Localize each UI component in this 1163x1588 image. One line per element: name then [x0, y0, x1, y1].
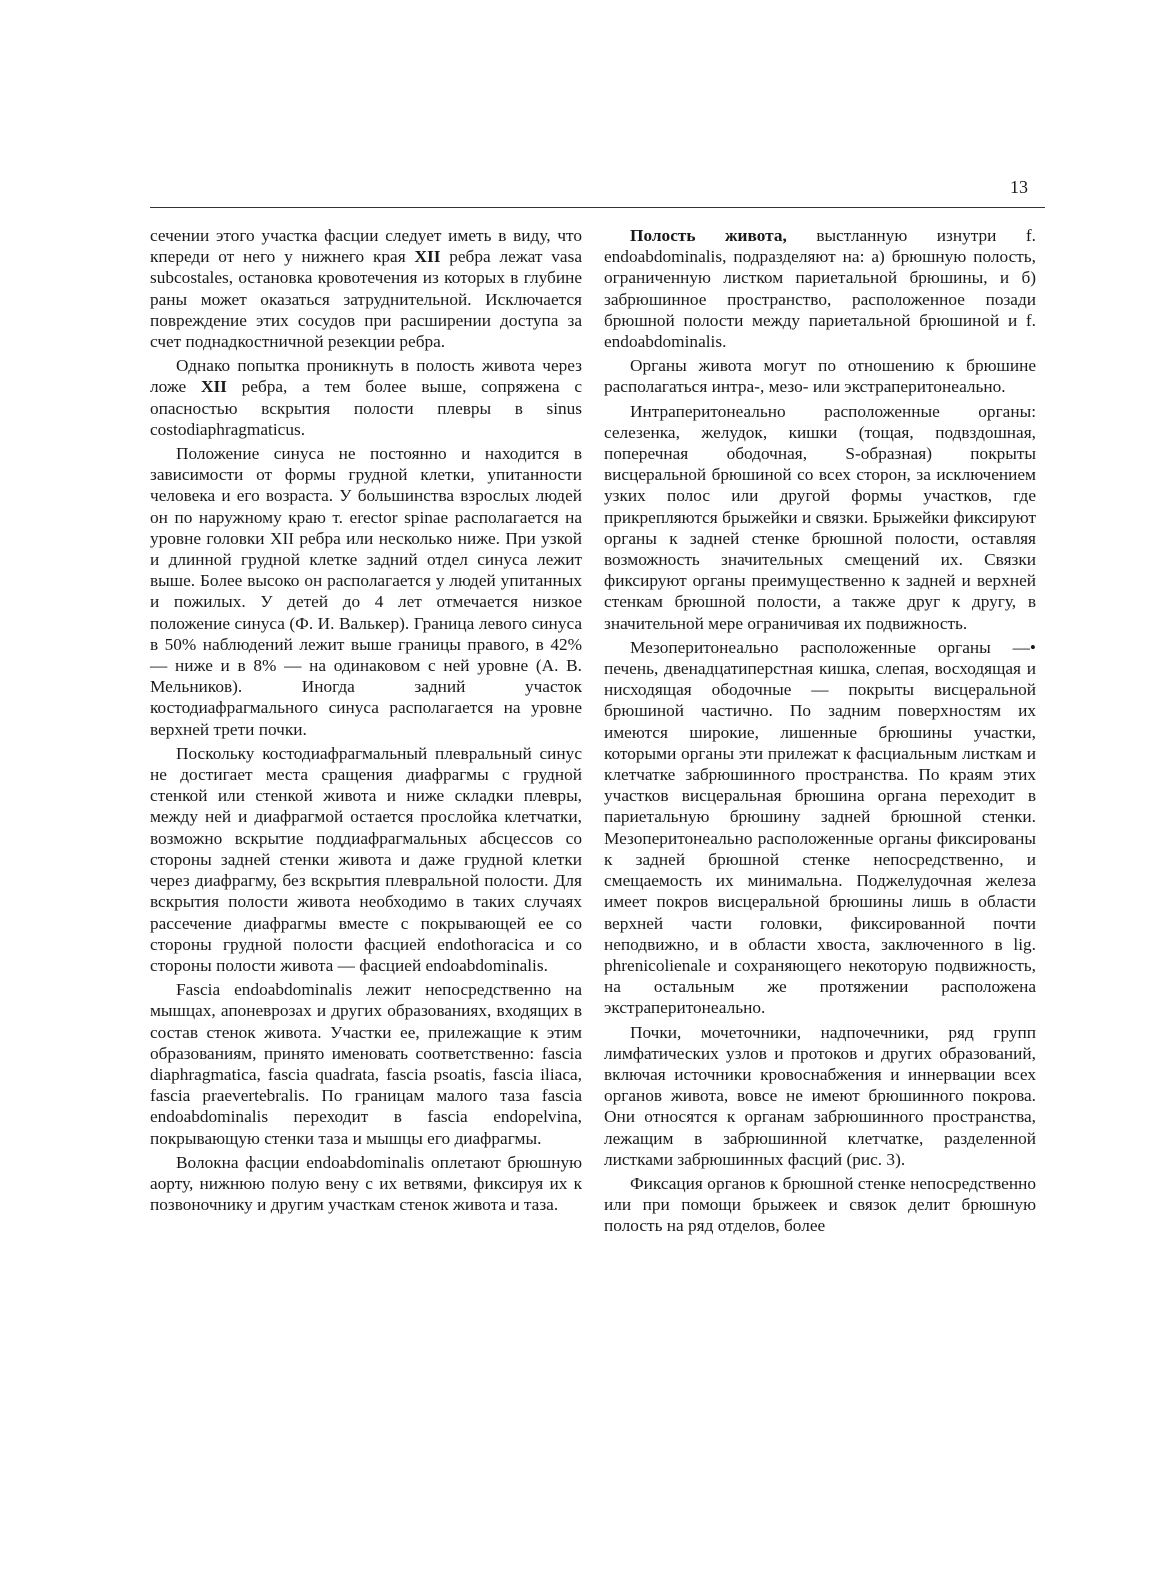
text-run: Однако попытка проникнуть в полость живота через ложе: [150, 356, 582, 397]
text-run: Положение синуса не постоянно и находится в зависимости от формы грудной клетки, упитанности человека и его возраста. У большинства взрослых людей он по наружному краю т. erector spinae располагается на уровне головки XII ребра или несколько ниже. При узкой и длинной грудной клетке задний отдел синуса лежит выше. Более высоко он располагается у людей упитанных и пожилых. У детей до 4 лет отмечается низкое положение синуса (Ф. И. Валькер). Граница левого синуса в 50% наблюдений лежит выше границы правого, в 42% — ниже и в 8% — на одинаковом с ней уровне (А. В. Мельников). Иногда задний участок костодиафрагмального синуса располагается на уровне верхней трети почки.: [150, 444, 582, 739]
header-rule: [150, 207, 1045, 208]
text-run: выстланную изнутри f. endoabdominalis, подразделяют на: а) брюшную полость, ограниченную листком париетальной брюшины, и б) забрюшинное пространство, расположенное позади брюшной полости между париетальной брюшиной и f. endoabdominalis.: [604, 226, 1036, 352]
bold-text: Полость живота,: [630, 226, 787, 245]
bold-text: XII: [200, 377, 227, 397]
paragraph: [150, 1152, 582, 1216]
text-run: Почки, мочеточники, надпочечники, ряд групп лимфатических узлов и протоков и других образований, включая источники кровоснабжения и иннервации всех органов живота, вовсе не имеют брюшинного покрова. Они относятся к органам забрюшинного пространства, лежащим в забрюшинной клетчатке, разделенной листками забрюшинных фасций (рис. 3).: [604, 1022, 1036, 1169]
paragraph: [150, 355, 582, 440]
text-run: Fascia endoabdominalis лежит непосредственно на мышцах, апоневрозах и других образованиях, входящих в состав стенок живота. Участки ее, прилежащие к этим образованиям, принято именовать соответственно: fascia diaphragmatica, fascia quadrata, fascia psoatis, fascia iliaca, fascia praevertebralis. По границам малого таза fascia endoabdominalis переходит в fascia endopelvina, покрывающую стенки таза и мышцы его диафрагмы.: [150, 980, 582, 1148]
text-run: сечении этого участка фасции следует иметь в виду, что кпереди от него у нижнего края: [150, 226, 582, 267]
paragraph: [150, 979, 582, 1149]
paragraph: [150, 443, 582, 740]
text-run: Поскольку костодиафрагмальный плевральный синус не достигает места сращения диафрагмы с грудной стенкой или стенкой живота и ниже складки плевры, между ней и диафрагмой остается прослойка клетчатки, возможно вскрытие поддиафрагмальных абсцессов со стороны задней стенки живота и даже грудной клетки через диафрагму, без вскрытия плевральной полости. Для вскрытия полости живота необходимо в таких случаях рассечение диафрагмы вместе с покрывающей ее со стороны грудной полости фасцией endothoracica и со стороны полости живота — фасцией endoabdominalis.: [150, 743, 582, 975]
paragraph: [604, 355, 1036, 397]
paragraph: [604, 225, 1036, 352]
text-run: Мезоперитонеально расположенные органы —• печень, двенадцатиперстная кишка, слепая, восходящая и нисходящая ободочные — покрыты висцеральной брюшиной частично. По задним поверхностям их имеются широкие, лишенные брюшины участки, которыми органы эти прилежат к фасциальным листкам и клетчатке забрюшинного пространства. По краям этих участков висцеральная брюшина органа переходит в париетальную брюшину задней брюшной стенки. Мезоперитонеально расположенные органы фиксированы к задней брюшной стенке непосредственно, и смещаемость их минимальна. Поджелудочная железа имеет покров висцеральной брюшины лишь в области верхней части головки, фиксированной почти неподвижно, и в области хвоста, заключенного в lig. phrenicolienale и сохраняющего некоторую подвижность, на остальным же протяжении расположена экстраперитонеально.: [604, 637, 1036, 1018]
paragraph: [604, 1022, 1036, 1170]
text-run: Органы живота могут по отношению к брюшине располагаться интра-, мезо- или экстраперитонеально.: [604, 356, 1036, 397]
paragraph: [150, 743, 582, 976]
paragraph: [604, 637, 1036, 1019]
text-run: ребра лежат vasa subcostales, остановка кровотечения из которых в глубине раны может оказаться затруднительной. Исключается повреждение этих сосудов при расширении доступа за счет поднадкостничной резекции ребра.: [150, 247, 583, 352]
right-column: [604, 225, 1036, 1240]
text-run: ребра, а тем более выше, сопряжена с опасностью вскрытия полости плевры в sinus costodiaphragmaticus.: [150, 377, 582, 439]
page-number: 13: [1010, 177, 1028, 197]
paragraph: [150, 225, 582, 352]
paragraph: [604, 1173, 1036, 1237]
text-run: Фиксация органов к брюшной стенке непосредственно или при помощи брыжеек и связок делит брюшную полость на ряд отделов, более: [604, 1173, 1036, 1236]
paragraph: [604, 401, 1036, 634]
text-run: Волокна фасции endoabdominalis оплетают брюшную аорту, нижнюю полую вену с их ветвями, фиксируя их к позвоночнику и другим участкам стенок живота и таза.: [150, 1152, 582, 1215]
text-run: Интраперитонеально расположенные органы: селезенка, желудок, кишки (тощая, подвздошная, поперечная ободочная, S-образная) покрыты висцеральной брюшиной со всех сторон, за исключением узких полос или другой формы участков, где прикрепляются брыжейки и связки. Брыжейки фиксируют органы к задней стенке брюшной полости, оставляя возможность значительных смещений их. Связки фиксируют органы преимущественно к задней и верхней стенкам брюшной полости, а также друг к другу, в значительной мере ограничивая их подвижность.: [604, 401, 1036, 633]
bold-text: XII: [414, 247, 441, 267]
left-column: [150, 225, 582, 1218]
